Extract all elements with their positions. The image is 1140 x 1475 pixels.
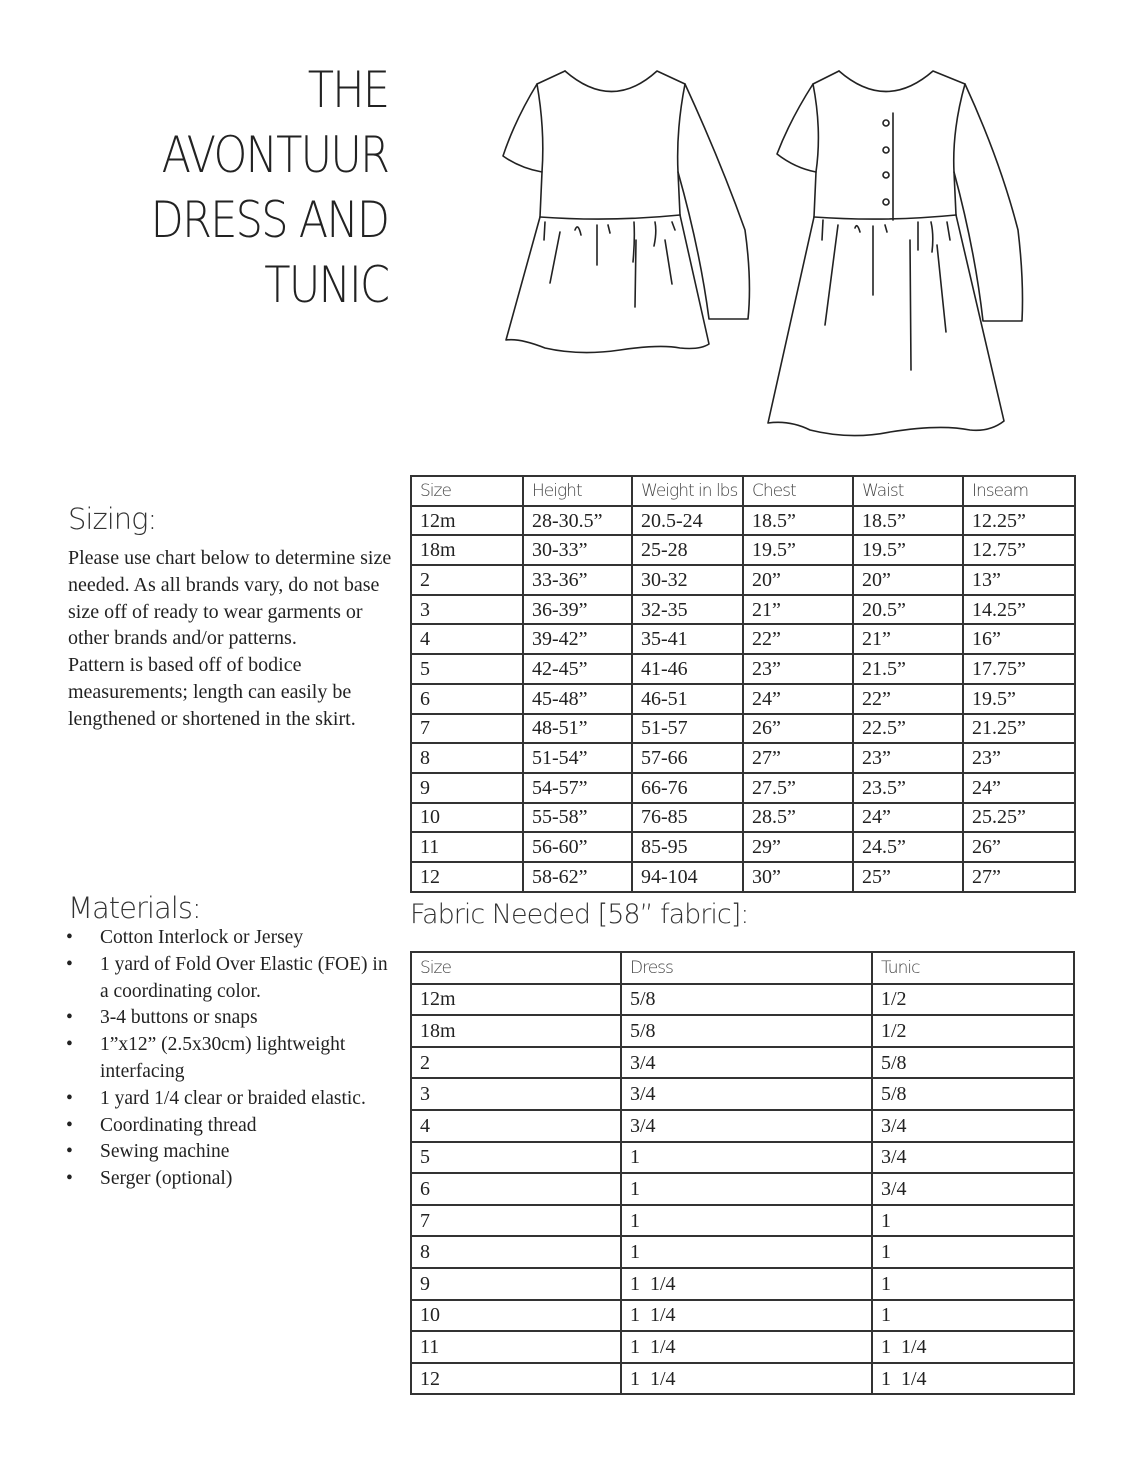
table-cell: 26”: [743, 714, 853, 744]
table-row: [411, 714, 1075, 744]
table-cell: 25-28: [632, 535, 743, 565]
fabric-heading: Fabric Needed [58” fabric]:: [410, 899, 749, 930]
list-item: • 1 yard of Fold Over Elastic (FOE) in a coordinating color.: [66, 952, 396, 1006]
list-item: • 1 yard 1/4 clear or braided elastic.: [66, 1086, 396, 1113]
table-cell: 2: [411, 1047, 621, 1079]
table-cell: 1: [872, 1205, 1074, 1237]
table-row: [411, 506, 1075, 536]
table-cell: 25.25”: [963, 803, 1075, 833]
fabric-chart-table: [410, 951, 1075, 1395]
column-header: Height: [523, 476, 632, 506]
table-cell: 30”: [743, 862, 853, 892]
table-cell: 85-95: [632, 832, 743, 862]
table-row: [411, 1173, 1074, 1205]
materials-heading: Materials:: [68, 891, 201, 925]
table-cell: 22.5”: [853, 714, 963, 744]
table-cell: 3/4: [872, 1142, 1074, 1174]
table-cell: 57-66: [632, 743, 743, 773]
title-line: AVONTUUR: [161, 126, 388, 184]
table-row: [411, 684, 1075, 714]
table-cell: 1 1/4: [621, 1300, 872, 1332]
table-cell: 22”: [743, 624, 853, 654]
table-row: [411, 862, 1075, 892]
table-cell: 18m: [411, 1015, 621, 1047]
size-chart-table: [410, 475, 1076, 893]
table-cell: 24”: [853, 803, 963, 833]
table-cell: 19.5”: [853, 535, 963, 565]
table-cell: 1 1/4: [621, 1363, 872, 1395]
table-cell: 33-36”: [523, 565, 632, 595]
table-cell: 7: [411, 1205, 621, 1237]
list-item: • 1”x12” (2.5x30cm) lightweight interfacing: [66, 1032, 396, 1086]
table-cell: 41-46: [632, 654, 743, 684]
table-row: [411, 1015, 1074, 1047]
table-cell: 66-76: [632, 773, 743, 803]
sizing-paragraph: Pattern is based off of bodice measurements; length can easily be lengthened or shortened in the skirt.: [68, 654, 356, 730]
table-cell: 30-33”: [523, 535, 632, 565]
table-cell: 27”: [963, 862, 1075, 892]
table-row: [411, 832, 1075, 862]
title-line: DRESS AND: [150, 191, 388, 249]
table-cell: 1: [872, 1300, 1074, 1332]
column-header: Chest: [743, 476, 853, 506]
table-cell: 10: [411, 803, 523, 833]
table-cell: 16”: [963, 624, 1075, 654]
table-cell: 29”: [743, 832, 853, 862]
column-header: Size: [411, 476, 523, 506]
table-cell: 3/4: [872, 1173, 1074, 1205]
table-cell: 3/4: [872, 1110, 1074, 1142]
table-cell: 23”: [963, 743, 1075, 773]
table-cell: 55-58”: [523, 803, 632, 833]
table-cell: 1 1/4: [621, 1268, 872, 1300]
table-cell: 13”: [963, 565, 1075, 595]
table-cell: 21.25”: [963, 714, 1075, 744]
table-cell: 25”: [853, 862, 963, 892]
column-header: Tunic: [872, 952, 1074, 984]
table-cell: 18.5”: [743, 506, 853, 536]
table-cell: 11: [411, 832, 523, 862]
table-row: [411, 803, 1075, 833]
table-row: [411, 1047, 1074, 1079]
table-row: [411, 1110, 1074, 1142]
table-row: [411, 624, 1075, 654]
table-cell: 1: [621, 1173, 872, 1205]
table-cell: 76-85: [632, 803, 743, 833]
table-cell: 18m: [411, 535, 523, 565]
column-header: Inseam: [963, 476, 1075, 506]
table-cell: 23.5”: [853, 773, 963, 803]
list-item: • Serger (optional): [66, 1166, 396, 1193]
table-cell: 35-41: [632, 624, 743, 654]
table-cell: 1: [621, 1142, 872, 1174]
table-cell: 3/4: [621, 1078, 872, 1110]
table-cell: 21”: [853, 624, 963, 654]
table-cell: 3: [411, 595, 523, 625]
table-cell: 1 1/4: [621, 1331, 872, 1363]
table-row: [411, 1142, 1074, 1174]
table-cell: 32-35: [632, 595, 743, 625]
table-cell: 58-62”: [523, 862, 632, 892]
table-row: [411, 1363, 1074, 1395]
table-cell: 12m: [411, 506, 523, 536]
list-item: • Coordinating thread: [66, 1113, 396, 1140]
column-header: Size: [411, 952, 621, 984]
table-cell: 5/8: [872, 1078, 1074, 1110]
garment-illustrations: [0, 0, 1140, 440]
table-cell: 6: [411, 684, 523, 714]
table-cell: 17.75”: [963, 654, 1075, 684]
table-cell: 1 1/4: [872, 1331, 1074, 1363]
title-line: THE: [307, 61, 388, 119]
table-cell: 8: [411, 1236, 621, 1268]
table-row: [411, 535, 1075, 565]
materials-list: [66, 925, 396, 1193]
table-cell: 20”: [743, 565, 853, 595]
table-cell: 56-60”: [523, 832, 632, 862]
table-cell: 1/2: [872, 1015, 1074, 1047]
table-cell: 28.5”: [743, 803, 853, 833]
table-cell: 45-48”: [523, 684, 632, 714]
table-cell: 6: [411, 1173, 621, 1205]
table-cell: 51-57: [632, 714, 743, 744]
table-cell: 8: [411, 743, 523, 773]
table-row: [411, 1268, 1074, 1300]
table-cell: 1: [621, 1236, 872, 1268]
table-cell: 27.5”: [743, 773, 853, 803]
column-header: Dress: [621, 952, 872, 984]
table-cell: 48-51”: [523, 714, 632, 744]
table-cell: 19.5”: [743, 535, 853, 565]
table-cell: 5/8: [621, 1015, 872, 1047]
table-cell: 28-30.5”: [523, 506, 632, 536]
table-cell: 5: [411, 1142, 621, 1174]
table-cell: 3/4: [621, 1047, 872, 1079]
table-cell: 27”: [743, 743, 853, 773]
table-row: [411, 1236, 1074, 1268]
sizing-paragraph: Please use chart below to determine size needed. As all brands vary, do not base size off of ready to wear garments or other brands and/or patterns.: [68, 547, 392, 650]
table-cell: 94-104: [632, 862, 743, 892]
sizing-heading: Sizing:: [68, 502, 157, 536]
table-row: [411, 773, 1075, 803]
table-cell: 19.5”: [963, 684, 1075, 714]
table-cell: 24”: [743, 684, 853, 714]
list-item: • Cotton Interlock or Jersey: [66, 925, 396, 952]
table-cell: 20.5”: [853, 595, 963, 625]
table-cell: 23”: [853, 743, 963, 773]
list-item: • 3-4 buttons or snaps: [66, 1005, 396, 1032]
table-cell: 3/4: [621, 1110, 872, 1142]
table-cell: 1 1/4: [872, 1363, 1074, 1395]
table-row: [411, 1300, 1074, 1332]
table-row: [411, 1205, 1074, 1237]
table-cell: 1: [621, 1205, 872, 1237]
table-cell: 5/8: [621, 984, 872, 1016]
table-row: [411, 743, 1075, 773]
table-cell: 4: [411, 624, 523, 654]
table-row: [411, 565, 1075, 595]
column-header: Weight in lbs: [632, 476, 743, 506]
table-cell: 36-39”: [523, 595, 632, 625]
table-cell: 1: [872, 1268, 1074, 1300]
table-cell: 12m: [411, 984, 621, 1016]
sizing-description: [68, 545, 398, 733]
dress-drawing: [768, 71, 1023, 436]
table-cell: 12.75”: [963, 535, 1075, 565]
table-row: [411, 1331, 1074, 1363]
table-cell: 1/2: [872, 984, 1074, 1016]
table-cell: 12: [411, 862, 523, 892]
table-cell: 1: [872, 1236, 1074, 1268]
table-cell: 4: [411, 1110, 621, 1142]
column-header: Waist: [853, 476, 963, 506]
table-cell: 54-57”: [523, 773, 632, 803]
table-cell: 30-32: [632, 565, 743, 595]
table-cell: 14.25”: [963, 595, 1075, 625]
table-cell: 5: [411, 654, 523, 684]
table-cell: 9: [411, 1268, 621, 1300]
table-cell: 11: [411, 1331, 621, 1363]
table-cell: 10: [411, 1300, 621, 1332]
table-cell: 39-42”: [523, 624, 632, 654]
table-cell: 5/8: [872, 1047, 1074, 1079]
table-cell: 51-54”: [523, 743, 632, 773]
table-header-row: [411, 952, 1074, 984]
table-cell: 22”: [853, 684, 963, 714]
tunic-drawing: [503, 71, 749, 353]
table-cell: 23”: [743, 654, 853, 684]
table-cell: 20.5-24: [632, 506, 743, 536]
title-line: TUNIC: [263, 256, 388, 314]
table-cell: 42-45”: [523, 654, 632, 684]
table-cell: 46-51: [632, 684, 743, 714]
table-cell: 21.5”: [853, 654, 963, 684]
table-cell: 3: [411, 1078, 621, 1110]
table-cell: 21”: [743, 595, 853, 625]
table-cell: 24”: [963, 773, 1075, 803]
table-cell: 7: [411, 714, 523, 744]
table-row: [411, 1078, 1074, 1110]
table-cell: 26”: [963, 832, 1075, 862]
table-row: [411, 984, 1074, 1016]
table-row: [411, 595, 1075, 625]
list-item: • Sewing machine: [66, 1139, 396, 1166]
table-cell: 2: [411, 565, 523, 595]
table-cell: 9: [411, 773, 523, 803]
table-cell: 12.25”: [963, 506, 1075, 536]
table-cell: 24.5”: [853, 832, 963, 862]
table-row: [411, 654, 1075, 684]
table-cell: 12: [411, 1363, 621, 1395]
table-cell: 18.5”: [853, 506, 963, 536]
table-cell: 20”: [853, 565, 963, 595]
table-header-row: [411, 476, 1075, 506]
